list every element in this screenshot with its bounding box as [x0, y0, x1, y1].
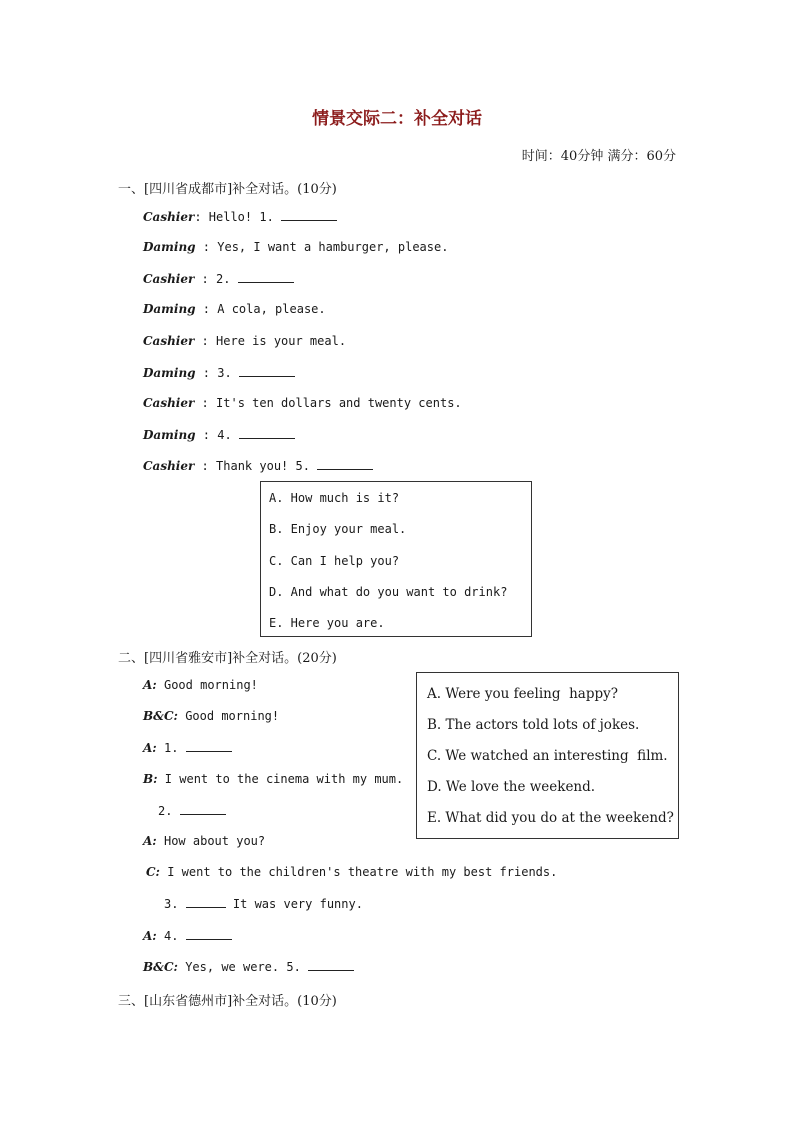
section-1-heading: 一、[四川省成都市]补全对话。(10分) [118, 182, 337, 197]
speaker-label: Daming [143, 366, 196, 380]
speaker-label: A: [143, 741, 157, 755]
options-box [416, 672, 679, 839]
speaker-label: C: [146, 865, 160, 879]
dialogue-line: Cashier : 2. [143, 271, 294, 286]
dialogue-text: Yes, I want a hamburger, please. [217, 240, 449, 254]
dialogue-text: It was very funny. [225, 897, 363, 911]
dialogue-text: Thank you! 5. [216, 459, 318, 473]
option-item: C. We watched an interesting film. [427, 748, 668, 764]
speaker-label: Daming [143, 240, 196, 254]
dialogue-text: Good morning! [156, 678, 258, 692]
dialogue-text: 4. [217, 428, 239, 442]
speaker-label: A: [143, 929, 157, 943]
speaker-label: Cashier [143, 396, 195, 410]
answer-blank[interactable] [238, 271, 294, 283]
speaker-label: Daming [143, 428, 196, 442]
answer-blank[interactable] [308, 959, 354, 971]
speaker-label: Daming [143, 302, 196, 316]
speaker-label: Cashier [143, 334, 195, 348]
section-3-heading: 三、[山东省德州市]补全对话。(10分) [118, 994, 337, 1009]
dialogue-line: Cashier: Hello! 1. [143, 209, 337, 224]
option-item: D. And what do you want to drink? [269, 585, 508, 599]
dialogue-text: 4. [156, 929, 186, 943]
dialogue-text: 2. [216, 272, 238, 286]
speaker-label: Cashier [143, 459, 195, 473]
answer-blank[interactable] [239, 427, 295, 439]
speaker-label: Cashier [143, 272, 195, 286]
dialogue-line: Daming : 4. [143, 427, 295, 442]
dialogue-line: Cashier : Thank you! 5. [143, 458, 373, 473]
option-item: E. What did you do at the weekend? [427, 810, 674, 826]
dialogue-line [164, 896, 363, 911]
section-2-heading: 二、[四川省雅安市]补全对话。(20分) [118, 651, 337, 666]
dialogue-line [143, 834, 265, 848]
answer-blank[interactable] [317, 458, 373, 470]
dialogue-line [143, 959, 354, 974]
answer-blank[interactable] [239, 365, 295, 377]
dialogue-line [143, 678, 258, 692]
answer-blank[interactable] [180, 803, 226, 815]
dialogue-text: 2. [158, 804, 180, 818]
dialogue-line [143, 709, 279, 723]
dialogue-text: I went to the children's theatre with my best friends. [159, 865, 558, 879]
dialogue-text: A cola, please. [217, 302, 326, 316]
option-item: A. How much is it? [269, 491, 400, 505]
dialogue-text: I went to the cinema with my mum. [157, 772, 404, 786]
page-title: 情景交际二：补全对话 [312, 109, 482, 129]
option-item: D. We love the weekend. [427, 779, 596, 795]
dialogue-line [143, 772, 403, 786]
dialogue-line: Cashier : Here is your meal. [143, 334, 347, 348]
dialogue-text: Good morning! [177, 709, 280, 723]
dialogue-text: 3. [217, 366, 239, 380]
dialogue-text: Hello! 1. [208, 210, 282, 224]
speaker-label: A: [143, 834, 157, 848]
answer-blank[interactable] [186, 740, 232, 752]
dialogue-line: Daming : A cola, please. [143, 302, 326, 316]
dialogue-text: Here is your meal. [216, 334, 347, 348]
time-score-info: 时间：40分钟 满分：60分 [521, 149, 676, 164]
dialogue-line [143, 740, 232, 755]
option-item: B. The actors told lots of jokes. [427, 717, 640, 733]
answer-blank[interactable] [186, 896, 226, 908]
dialogue-line: Daming : Yes, I want a hamburger, please. [143, 240, 449, 254]
option-item: A. Were you feeling happy? [427, 686, 618, 702]
dialogue-text: 1. [156, 741, 186, 755]
speaker-label: B: [143, 772, 158, 786]
dialogue-text: How about you? [156, 834, 266, 848]
answer-blank[interactable] [186, 928, 232, 940]
dialogue-line: Cashier : It's ten dollars and twenty cents. [143, 396, 462, 410]
speaker-label: Cashier [143, 210, 195, 224]
option-item: C. Can I help you? [269, 554, 400, 568]
dialogue-line: Daming : 3. [143, 365, 295, 380]
speaker-label: B&C: [143, 960, 178, 974]
dialogue-line [146, 865, 557, 879]
options-box [260, 481, 532, 637]
dialogue-text: Yes, we were. 5. [177, 960, 309, 974]
dialogue-text: It's ten dollars and twenty cents. [216, 396, 462, 410]
dialogue-line [158, 803, 226, 818]
dialogue-text: 3. [164, 897, 186, 911]
dialogue-line [143, 928, 232, 943]
option-item: B. Enjoy your meal. [269, 522, 407, 536]
speaker-label: A: [143, 678, 157, 692]
option-item: E. Here you are. [269, 616, 385, 630]
speaker-label: B&C: [143, 709, 178, 723]
answer-blank[interactable] [281, 209, 337, 221]
